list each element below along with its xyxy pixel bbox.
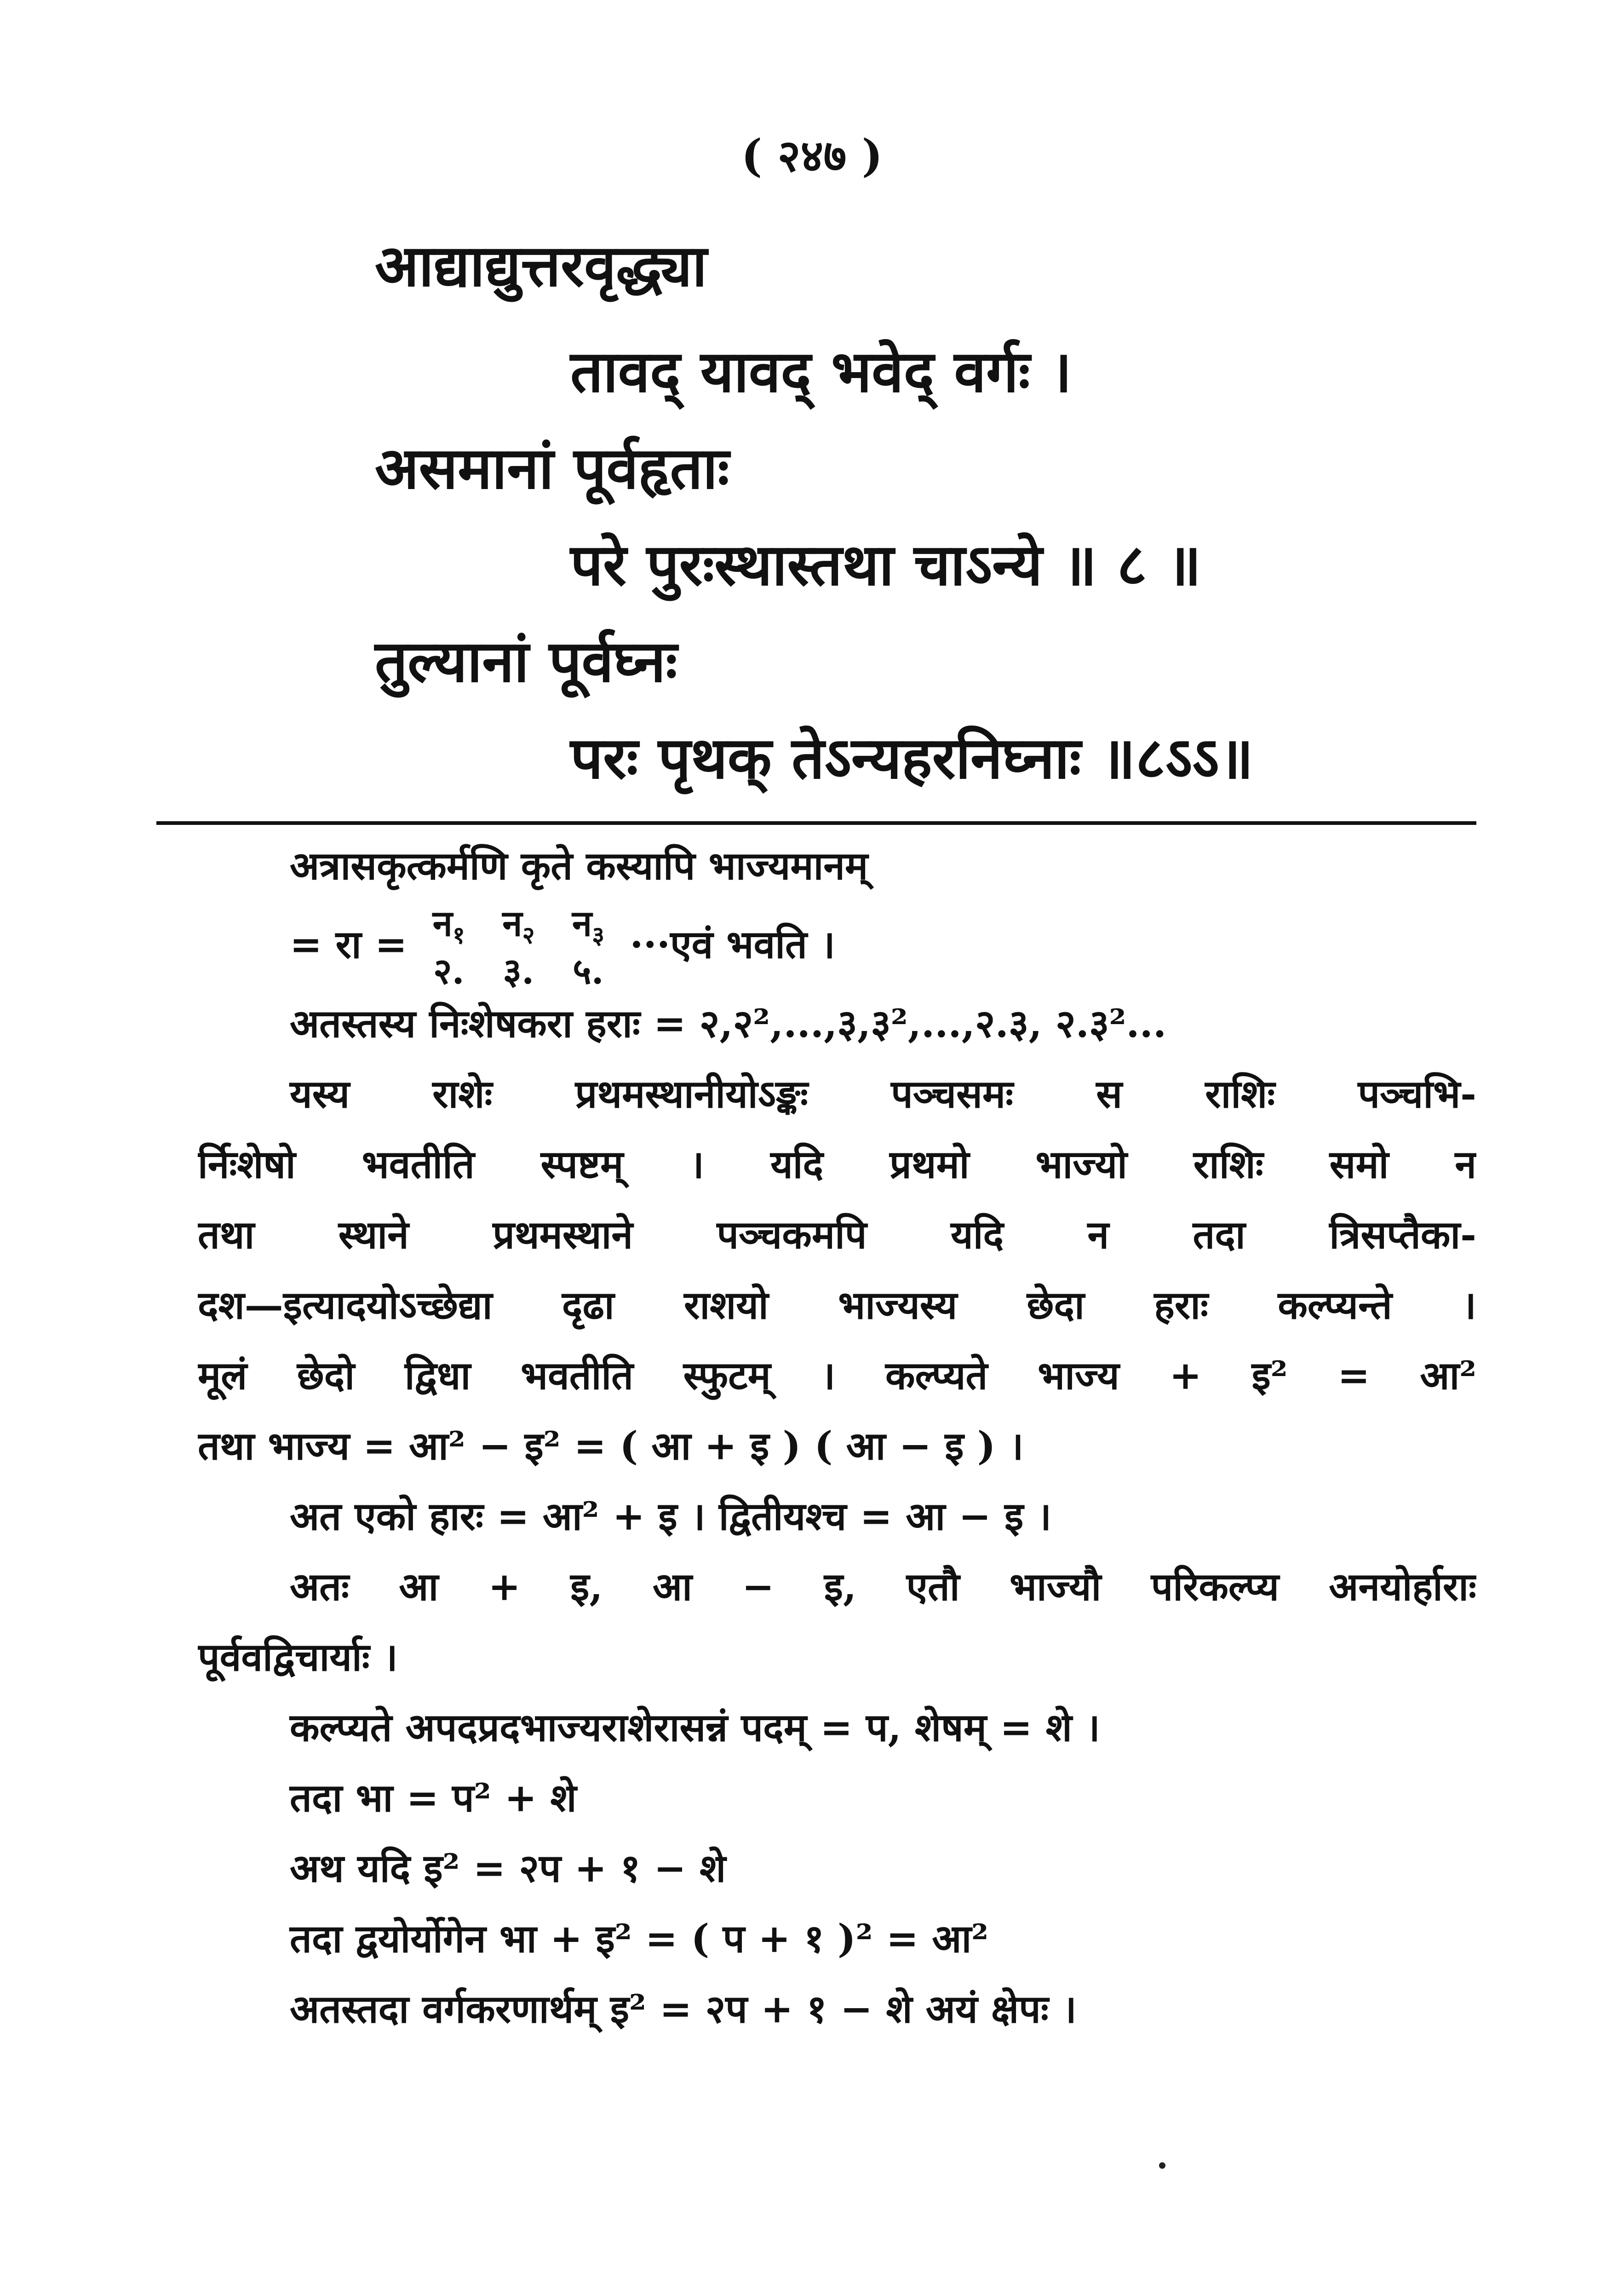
formula-tail: ···एवं भवति ।: [630, 922, 836, 967]
commentary-line: तदा भा = प² + शे: [290, 1775, 577, 1820]
commentary-line: अत्रासकृत्कर्मणि कृते कस्यापि भाज्यमानम्: [290, 843, 868, 888]
commentary-line: कल्प्यते अपदप्रदभाज्यराशेरासन्नं पदम् = प, शेषम् = शे ।: [290, 1705, 1100, 1750]
verse-line-6: परः पृथक् तेऽन्यहरनिघ्नाः ॥८ऽऽ॥: [570, 725, 1254, 792]
fraction-subscript: ३: [592, 921, 605, 950]
commentary-line: तथा स्थाने प्रथमस्थाने पञ्चकमपि यदि न तदा त्रिसप्तैका-: [198, 1212, 1476, 1257]
fraction-numerator: न: [502, 902, 522, 945]
commentary-line: अथ यदि इ² = २प + १ − शे: [290, 1845, 726, 1891]
fraction: [502, 902, 535, 988]
verse-line-5: तुल्यानां पूर्वघ्नः: [375, 628, 677, 695]
commentary-line: र्निःशेषो भवतीति स्पष्टम् । यदि प्रथमो भाज्यो राशिः समो न: [198, 1141, 1476, 1187]
fraction-denominator: २.: [433, 950, 465, 988]
verse-line-4: परे पुरःस्थास्तथा चाऽन्ये ॥ ८ ॥: [570, 531, 1201, 599]
fraction-numerator: न: [572, 902, 592, 945]
commentary-line: अतस्तदा वर्गकरणार्थम् इ² = २प + १ − शे अयं क्षेपः ।: [290, 1986, 1077, 2032]
commentary-block: [198, 830, 1476, 2044]
fraction-denominator: ५.: [573, 950, 604, 988]
commentary-line: अत एको हारः = आ² + इ । द्वितीयश्च = आ − इ ।: [290, 1493, 1052, 1539]
commentary-line: अतः आ + इ, आ − इ, एतौ भाज्यौ परिकल्प्य अनयोर्हाराः: [290, 1564, 1476, 1609]
commentary-line: अतस्तस्य निःशेषकरा हराः = २,२²,...,३,३²,...,२.३, २.३²...: [290, 1001, 1167, 1046]
fraction: [432, 902, 465, 988]
ink-speck: [1159, 2162, 1165, 2169]
fraction-subscript: २: [522, 921, 535, 950]
formula-lhs: = रा =: [290, 922, 407, 967]
section-divider: [156, 821, 1476, 825]
fraction-numerator: न: [432, 902, 453, 945]
verse-line-3: असमानां पूर्वहृताः: [375, 435, 729, 502]
page-number: ( २४७ ): [741, 130, 883, 182]
commentary-line: दश—इत्यादयोऽच्छेद्या दृढा राशयो भाज्यस्य छेदा हराः कल्प्यन्ते ।: [198, 1282, 1476, 1328]
commentary-line: यस्य राशेः प्रथमस्थानीयोऽङ्कः पञ्चसमः स राशिः पञ्चभि-: [290, 1071, 1476, 1117]
fraction: [572, 902, 605, 988]
commentary-line: तदा द्वयोर्योगेन भा + इ² = ( प + १ )² = आ²: [290, 1916, 989, 1961]
formula-line: [198, 901, 1476, 988]
commentary-line: पूर्ववद्विचार्याः ।: [198, 1634, 398, 1680]
commentary-line: तथा भाज्य = आ² − इ² = ( आ + इ ) ( आ − इ ) ।: [198, 1423, 1024, 1469]
verse-line-2: तावद् यावद् भवेद् वर्गः ।: [570, 338, 1072, 405]
fraction-denominator: ३.: [503, 950, 534, 988]
commentary-line: मूलं छेदो द्विधा भवतीति स्फुटम् । कल्प्यते भाज्य + इ² = आ²: [198, 1353, 1476, 1398]
verse-line-1: आद्याद्युत्तरवृद्ध्या: [375, 232, 707, 300]
fraction-subscript: १: [452, 921, 465, 950]
